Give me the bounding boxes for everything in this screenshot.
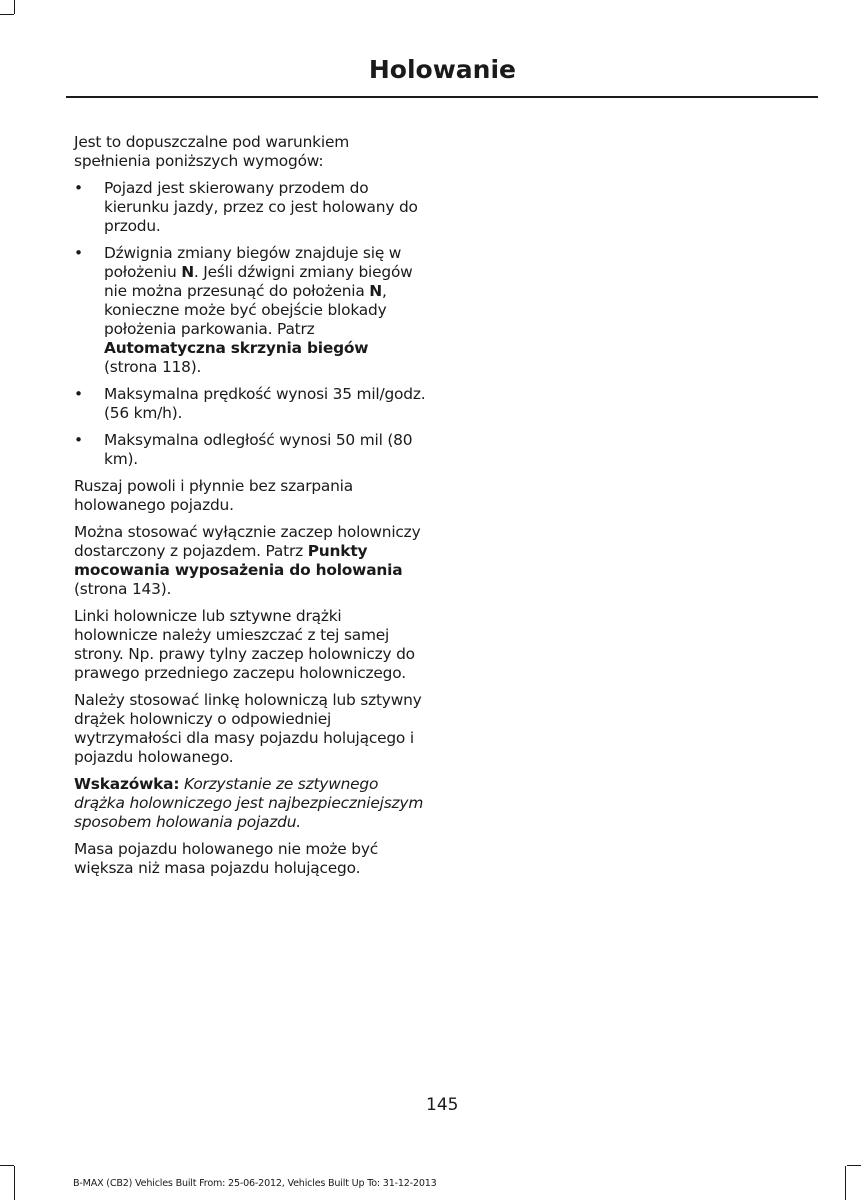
note-text: Korzystanie ze sztywnego drążka holowniczego jest najbezpieczniejszym sposobem holowania pojazdu. [74, 775, 424, 831]
crop-mark-bottom-left-vertical [14, 1166, 15, 1200]
note-paragraph [74, 775, 426, 832]
paragraph-tow-ropes: Linki holownicze lub sztywne drążki holownicze należy umieszczać z tej samej strony. Np. prawy tylny zaczep holowniczy do prawego przedniego zaczepu holowniczego. [74, 607, 415, 682]
crop-mark-bottom-right-horizontal [847, 1165, 861, 1166]
paragraph-text: Można stosować wyłącznie zaczep holowniczy dostarczony z pojazdem. Patrz [74, 523, 421, 560]
main-content [74, 133, 426, 886]
footer-text: B-MAX (CB2) Vehicles Built From: 25-06-2012, Vehicles Built Up To: 31-12-2013 [73, 1178, 437, 1189]
page-number: 145 [426, 1095, 459, 1115]
paragraph-slow-start: Ruszaj powoli i płynnie bez szarpania holowanego pojazdu. [74, 477, 353, 514]
crop-mark-top-left-horizontal [0, 14, 14, 15]
gear-position-label: N [369, 282, 382, 300]
page-title: Holowanie [368, 55, 516, 84]
crop-mark-bottom-left-horizontal [0, 1165, 14, 1166]
list-item [74, 179, 426, 236]
cross-reference-link[interactable]: Automatyczna skrzynia biegów [104, 339, 369, 357]
bullet-icon: • [74, 431, 83, 449]
page-reference: (strona 118). [104, 358, 202, 376]
crop-mark-top-left-vertical [14, 0, 15, 14]
bullet-icon: • [74, 244, 83, 262]
note-label: Wskazówka: [74, 775, 180, 793]
intro-paragraph: Jest to dopuszczalne pod warunkiem spełnienia poniższych wymogów: [74, 133, 350, 170]
page-reference: (strona 143). [74, 580, 172, 598]
list-item-text: Pojazd jest skierowany przodem do kierunku jazdy, przez co jest holowany do przodu. [104, 179, 418, 235]
list-item-text: Dźwignia zmiany biegów znajduje się w położeniu [104, 244, 402, 281]
list-item-text: , konieczne może być obejście blokady położenia parkowania. Patrz [104, 282, 387, 338]
title-divider [66, 96, 818, 98]
list-item [74, 431, 426, 469]
list-item-text: Maksymalna prędkość wynosi 35 mil/godz. (56 km/h). [104, 385, 426, 422]
bullet-icon: • [74, 179, 83, 197]
crop-mark-bottom-right-vertical [845, 1166, 846, 1200]
list-item [74, 385, 426, 423]
list-item [74, 244, 426, 377]
gear-position-label: N [181, 263, 194, 281]
list-item-text: . Jeśli dźwigni zmiany biegów nie można przesunąć do położenia [104, 263, 413, 300]
bullet-icon: • [74, 385, 83, 403]
cross-reference-link[interactable]: Punkty mocowania wyposażenia do holowania [74, 542, 403, 579]
paragraph-towing-hitch [74, 523, 426, 599]
paragraph-vehicle-mass: Masa pojazdu holowanego nie może być większa niż masa pojazdu holującego. [74, 840, 379, 877]
requirements-list [74, 179, 426, 469]
paragraph-rope-strength: Należy stosować linkę holowniczą lub sztywny drążek holowniczy o odpowiedniej wytrzymałości dla masy pojazdu holującego i pojazdu holowanego. [74, 691, 422, 766]
list-item-text: Maksymalna odległość wynosi 50 mil (80 km). [104, 431, 413, 468]
